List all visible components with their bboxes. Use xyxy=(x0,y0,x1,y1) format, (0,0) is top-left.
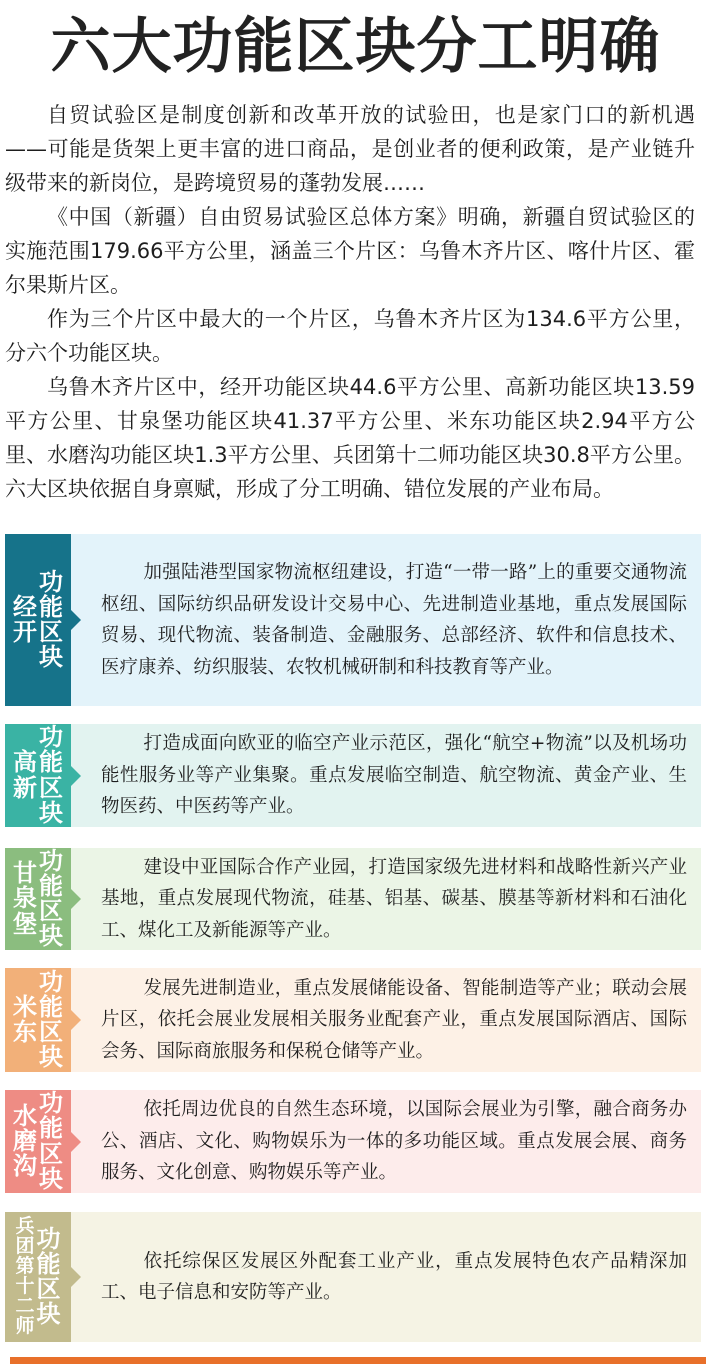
block-description: 打造成面向欧亚的临空产业示范区，强化“航空+物流”以及机场功能性服务业等产业集聚。重点发展临空制造、航空物流、黄金产业、生物医药、中医药等产业。 xyxy=(101,733,687,818)
intro-paragraph: 《中国（新疆）自由贸易试验区总体方案》明确，新疆自贸试验区的实施范围179.66平方公里，涵盖三个片区：乌鲁木齐片区、喀什片区、霍尔果斯片区。 xyxy=(5,205,695,297)
page-title: 六大功能区块分工明确 xyxy=(50,12,661,82)
block-name: 甘 泉 堡 xyxy=(13,859,37,938)
arrow-icon xyxy=(71,1267,81,1287)
block-description: 发展先进制造业，重点发展储能设备、智能制造等产业；联动会展片区，依托会展业发展相关服务业配套产业，重点发展国际酒店、国际会务、国际商旅服务和保税仓储等产业。 xyxy=(101,977,687,1062)
arrow-icon xyxy=(71,1132,81,1152)
block-label xyxy=(5,848,71,950)
block-description: 依托周边优良的自然生态环境，以国际会展业为引擎，融合商务办公、酒店、文化、购物娱乐为一体的多功能区域。重点发展会展、商务服务、文化创意、购物娱乐等产业。 xyxy=(101,1099,687,1184)
block-shuimogou xyxy=(5,1090,701,1193)
arrow-icon xyxy=(71,1010,81,1030)
block-label xyxy=(5,968,71,1072)
intro-paragraph: 作为三个片区中最大的一个片区，乌鲁木齐片区为134.6平方公里，分六个功能区块。 xyxy=(5,307,695,365)
block-name: 兵 团 第 十 二 师 xyxy=(15,1215,35,1337)
function-label: 功 能 区 块 xyxy=(39,723,63,827)
block-name: 高 新 xyxy=(13,748,37,802)
block-description: 依托综保区发展区外配套工业产业，重点发展特色农产品精深加工、电子信息和安防等产业。 xyxy=(101,1250,687,1303)
block-label xyxy=(5,1090,71,1193)
block-label xyxy=(5,724,71,827)
block-jingkai xyxy=(5,534,701,706)
bottom-divider xyxy=(10,1357,706,1364)
block-bingtuan xyxy=(5,1212,701,1342)
block-label xyxy=(5,1212,71,1342)
block-description: 建设中亚国际合作产业园，打造国家级先进材料和战略性新兴产业基地，重点发展现代物流，硅基、铝基、碳基、膜基等新材料和石油化工、煤化工及新能源等产业。 xyxy=(101,856,687,941)
function-label: 功 能 区 块 xyxy=(36,1224,61,1329)
arrow-icon xyxy=(71,889,81,909)
function-label: 功 能 区 块 xyxy=(39,967,63,1072)
block-description: 加强陆港型国家物流枢纽建设，打造“一带一路”上的重要交通物流枢纽、国际纺织品研发设计交易中心、先进制造业基地，重点发展国际贸易、现代物流、装备制造、金融服务、总部经济、软件和信息技术、医疗康养、纺织服装、农牧机械研制和科技教育等产业。 xyxy=(101,562,687,678)
function-label: 功 能 区 块 xyxy=(39,846,63,951)
block-midong xyxy=(5,968,701,1072)
intro-text xyxy=(5,98,695,506)
block-ganquanbao xyxy=(5,848,701,950)
intro-paragraph: 乌鲁木齐片区中，经开功能区块44.6平方公里、高新功能区块13.59平方公里、甘泉堡功能区块41.37平方公里、米东功能区块2.94平方公里、水磨沟功能区块1.3平方公里、兵团第十二师功能区块30.8平方公里。六大区块依据自身禀赋，形成了分工明确、错位发展的产业布局。 xyxy=(5,375,695,501)
block-name: 经 开 xyxy=(13,592,37,646)
intro-paragraph: 自贸试验区是制度创新和改革开放的试验田，也是家门口的新机遇——可能是货架上更丰富的进口商品，是创业者的便利政策，是产业链升级带来的新岗位，是跨境贸易的蓬勃发展…… xyxy=(5,103,695,195)
arrow-icon xyxy=(71,766,81,786)
arrow-icon xyxy=(71,610,81,630)
function-label: 功 能 区 块 xyxy=(39,567,63,672)
block-name: 水 磨 沟 xyxy=(13,1101,37,1181)
block-gaoxin xyxy=(5,724,701,827)
block-label xyxy=(5,534,71,706)
function-label: 功 能 区 块 xyxy=(39,1089,63,1193)
block-name: 米 东 xyxy=(13,992,37,1046)
